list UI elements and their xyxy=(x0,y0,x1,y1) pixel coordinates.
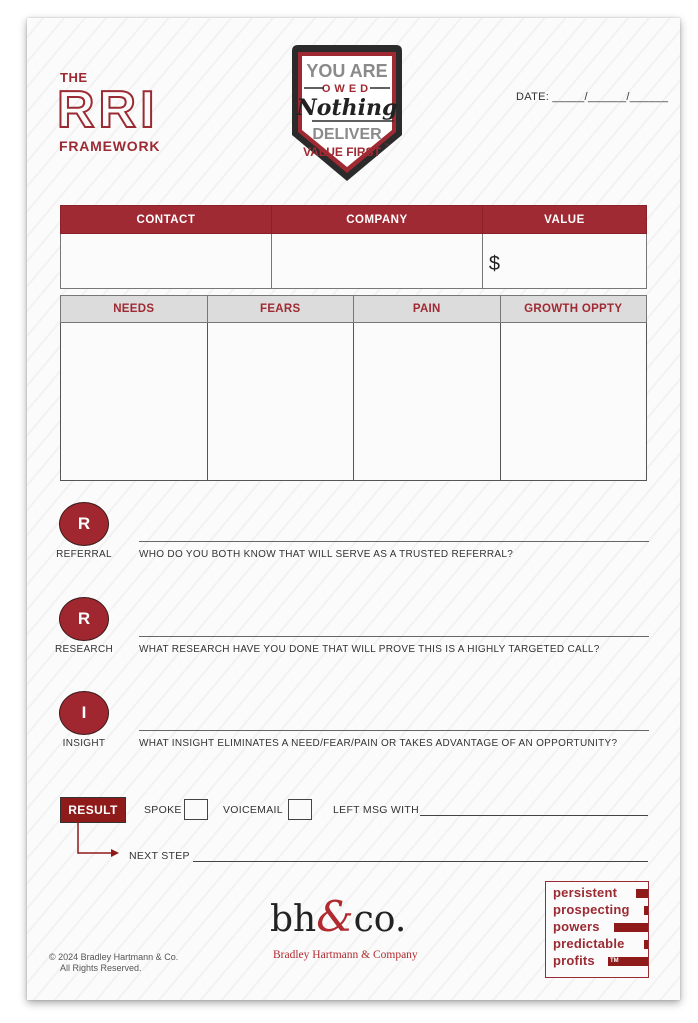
ppp-bar xyxy=(644,940,648,949)
research-circle: R xyxy=(59,597,109,641)
insight-answer-line[interactable] xyxy=(139,730,649,731)
insight-circle: I xyxy=(59,691,109,735)
logo-co: co. xyxy=(353,899,407,940)
referral-answer-line[interactable] xyxy=(139,541,649,542)
spoke-label: SPOKE xyxy=(144,804,182,816)
logo-bh: bh xyxy=(270,899,317,940)
ppp-word-powers: powers xyxy=(553,919,600,934)
badge-nothing: Nothing xyxy=(296,95,398,121)
needs-table xyxy=(60,295,647,481)
next-step-field[interactable] xyxy=(193,861,648,862)
owed-nothing-badge-logo xyxy=(282,43,412,183)
title-rri: RRI xyxy=(57,81,159,139)
badge-owed: OWED xyxy=(321,83,373,95)
badge-tm: TM xyxy=(384,142,390,147)
ppp-word-predictable: predictable xyxy=(553,936,625,951)
ppp-logo xyxy=(545,881,649,978)
growth-oppty-field[interactable] xyxy=(500,323,647,481)
ppp-word-profits: profits xyxy=(553,953,595,968)
ppp-bar xyxy=(614,923,648,932)
referral-question: WHO DO YOU BOTH KNOW THAT WILL SERVE AS A TRUSTED REFERRAL? xyxy=(139,549,514,560)
title-the: THE xyxy=(60,70,88,85)
ppp-bar xyxy=(636,889,648,898)
ppp-word-persistent: persistent xyxy=(553,885,618,900)
ppp-word-prospecting: prospecting xyxy=(553,902,630,917)
pain-field[interactable] xyxy=(354,323,501,481)
next-step-arrow-icon xyxy=(75,821,125,857)
date-field[interactable]: DATE: _____/______/______ xyxy=(516,91,669,103)
research-label: RESEARCH xyxy=(55,644,113,655)
ppp-tm: TM xyxy=(608,957,648,966)
bh-and-co-logo xyxy=(270,886,430,968)
fears-field[interactable] xyxy=(207,323,354,481)
referral-circle: R xyxy=(59,502,109,546)
next-step-label: NEXT STEP xyxy=(129,850,190,862)
contact-table xyxy=(60,205,647,289)
needs-field[interactable] xyxy=(61,323,208,481)
company-field[interactable] xyxy=(271,234,482,289)
header-growth-oppty: GROWTH OPPTY xyxy=(500,296,647,323)
insight-question: WHAT INSIGHT ELIMINATES A NEED/FEAR/PAIN OR TAKES ADVANTAGE OF AN OPPORTUNITY? xyxy=(139,738,618,749)
value-field[interactable]: $ xyxy=(482,234,646,289)
result-button[interactable]: RESULT xyxy=(60,797,126,823)
header-needs: NEEDS xyxy=(61,296,208,323)
badge-deliver: DELIVER xyxy=(312,126,382,143)
contact-field[interactable] xyxy=(61,234,272,289)
research-answer-line[interactable] xyxy=(139,636,649,637)
research-question: WHAT RESEARCH HAVE YOU DONE THAT WILL PROVE THIS IS A HIGHLY TARGETED CALL? xyxy=(139,644,600,655)
spoke-checkbox[interactable] xyxy=(184,799,208,820)
badge-value-first: VALUE FIRST xyxy=(303,145,381,159)
header-contact: CONTACT xyxy=(61,206,272,234)
left-msg-label: LEFT MSG WITH xyxy=(333,804,419,816)
rri-framework-page xyxy=(27,18,680,1000)
referral-label: REFERRAL xyxy=(56,549,112,560)
title-framework: FRAMEWORK xyxy=(59,138,161,154)
header-pain: PAIN xyxy=(354,296,501,323)
copyright xyxy=(49,952,178,974)
header-fears: FEARS xyxy=(207,296,354,323)
logo-ampersand: & xyxy=(316,892,354,941)
header-company: COMPANY xyxy=(271,206,482,234)
ppp-bar xyxy=(644,906,648,915)
copyright-line-2: All Rights Reserved. xyxy=(60,963,142,973)
header-value: VALUE xyxy=(482,206,646,234)
logo-subtitle: Bradley Hartmann & Company xyxy=(273,949,418,961)
badge-you-are: YOU ARE xyxy=(306,61,388,81)
insight-label: INSIGHT xyxy=(62,738,106,749)
voicemail-label: VOICEMAIL xyxy=(223,804,283,816)
left-msg-field[interactable] xyxy=(420,815,648,816)
copyright-line-1: © 2024 Bradley Hartmann & Co. xyxy=(49,952,179,962)
voicemail-checkbox[interactable] xyxy=(288,799,312,820)
